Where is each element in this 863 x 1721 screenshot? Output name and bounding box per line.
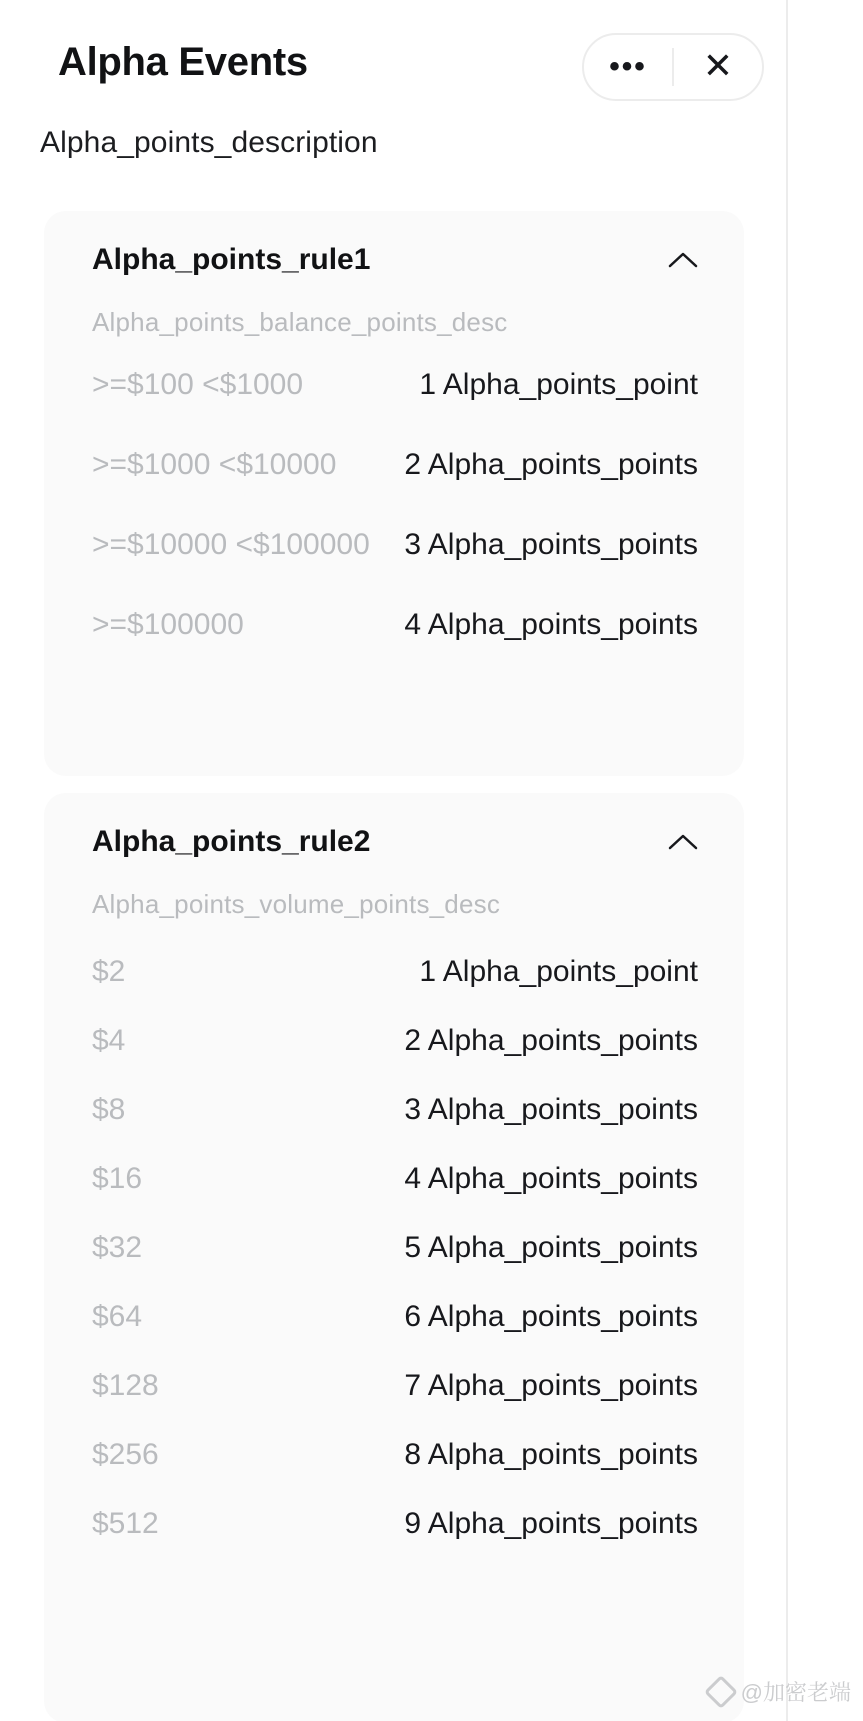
table-row xyxy=(44,360,744,430)
page-title: Alpha Events xyxy=(58,40,308,84)
row-points: 9 Alpha_points_points xyxy=(404,1507,698,1540)
row-range: >=$100000 xyxy=(92,608,244,641)
row-points: 1 Alpha_points_point xyxy=(419,368,698,401)
row-amount: $2 xyxy=(92,955,126,988)
row-points: 1 Alpha_points_point xyxy=(419,955,698,988)
row-amount: $32 xyxy=(92,1231,143,1264)
table-row xyxy=(44,1011,744,1080)
watermark xyxy=(709,1676,851,1707)
row-amount: $512 xyxy=(92,1507,159,1540)
row-amount: $64 xyxy=(92,1300,143,1333)
watermark-text: @加密老端 xyxy=(740,1680,851,1705)
row-amount: $256 xyxy=(92,1438,159,1471)
rule-card-2-title: Alpha_points_rule2 xyxy=(92,825,371,858)
row-range: >=$1000 <$10000 xyxy=(92,448,337,481)
table-row xyxy=(44,1425,744,1494)
row-points: 5 Alpha_points_points xyxy=(404,1231,698,1264)
table-row xyxy=(44,440,744,510)
table-row xyxy=(44,1287,744,1356)
rule-card-2 xyxy=(44,793,744,1721)
row-points: 4 Alpha_points_points xyxy=(404,608,698,641)
row-points: 7 Alpha_points_points xyxy=(404,1369,698,1402)
rule-card-1 xyxy=(44,211,744,776)
chevron-up-icon[interactable] xyxy=(668,251,698,269)
row-points: 6 Alpha_points_points xyxy=(404,1300,698,1333)
close-icon: ✕ xyxy=(702,46,734,87)
row-points: 4 Alpha_points_points xyxy=(404,1162,698,1195)
table-row xyxy=(44,520,744,590)
table-row xyxy=(44,1080,744,1149)
row-amount: $128 xyxy=(92,1369,159,1402)
row-range: >=$10000 <$100000 xyxy=(92,528,370,561)
panel-description: Alpha_points_description xyxy=(40,126,378,159)
rule-card-1-desc: Alpha_points_balance_points_desc xyxy=(92,307,508,337)
more-icon: ••• xyxy=(609,50,647,83)
rule-card-1-title: Alpha_points_rule1 xyxy=(92,243,371,276)
table-row xyxy=(44,1356,744,1425)
row-points: 8 Alpha_points_points xyxy=(404,1438,698,1471)
close-button[interactable] xyxy=(674,35,762,99)
row-amount: $8 xyxy=(92,1093,126,1126)
table-row xyxy=(44,1494,744,1563)
page-right-edge xyxy=(786,0,863,1721)
row-range: >=$100 <$1000 xyxy=(92,368,304,401)
row-amount: $4 xyxy=(92,1024,126,1057)
table-row xyxy=(44,600,744,670)
row-points: 2 Alpha_points_points xyxy=(404,1024,698,1057)
panel-header xyxy=(0,0,786,140)
more-options-button[interactable] xyxy=(584,35,672,99)
rule-card-2-desc: Alpha_points_volume_points_desc xyxy=(92,889,501,919)
row-points: 2 Alpha_points_points xyxy=(404,448,698,481)
table-row xyxy=(44,1218,744,1287)
header-actions xyxy=(582,33,764,101)
rule-card-1-header[interactable] xyxy=(44,211,744,307)
row-points: 3 Alpha_points_points xyxy=(404,528,698,561)
rule-card-2-rows xyxy=(44,942,744,1563)
chevron-up-icon[interactable] xyxy=(668,833,698,851)
table-row xyxy=(44,1149,744,1218)
row-amount: $16 xyxy=(92,1162,143,1195)
row-points: 3 Alpha_points_points xyxy=(404,1093,698,1126)
watermark-logo-icon xyxy=(704,1675,738,1709)
rule-card-1-rows xyxy=(44,360,744,670)
rule-card-2-header[interactable] xyxy=(44,793,744,889)
table-row xyxy=(44,942,744,1011)
